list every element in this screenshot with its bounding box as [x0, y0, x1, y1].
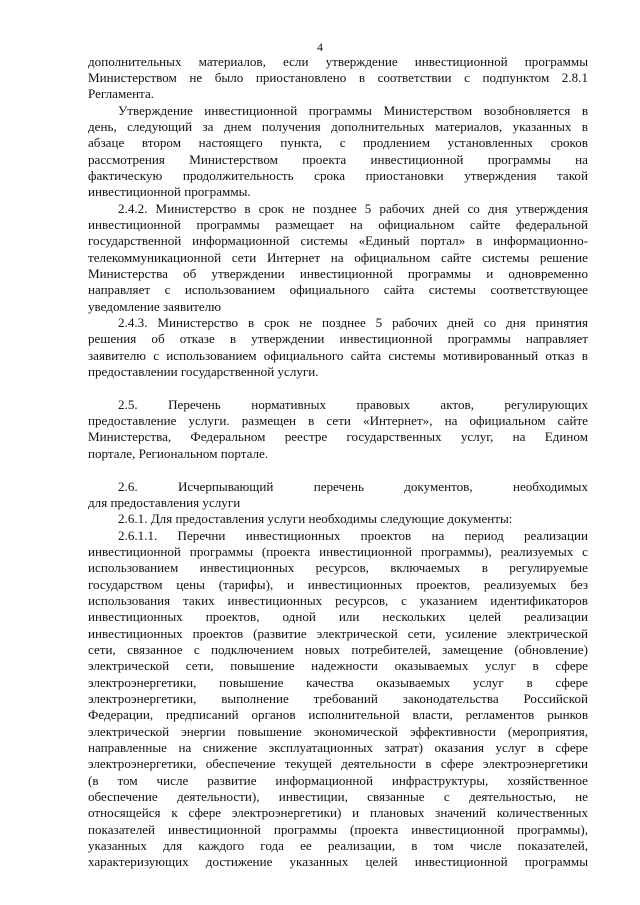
- text-line: 2.4.3. Министерство в срок не позднее 5 рабочих дней со дня принятия: [118, 315, 588, 330]
- text-line: Утверждение инвестиционной программы Министерством возобновляется в: [118, 103, 588, 118]
- text-line: 2.4.2. Министерство в срок не позднее 5 рабочих дней со дня утверждения: [118, 201, 588, 216]
- text-line: портале, Региональном портале.: [88, 446, 269, 461]
- text-line: инвестиционной программы.: [88, 184, 251, 199]
- text-line: для предоставления услуги: [88, 495, 241, 510]
- text-line: использованием инвестиционных ресурсов, включаемых в регулируемые: [88, 560, 588, 575]
- page-number: 4: [317, 40, 323, 54]
- text-line: показателей инвестиционной программы (проекта инвестиционной программы),: [88, 822, 588, 837]
- text-line: 2.6. Исчерпывающий перечень документов, необходимых: [118, 479, 588, 494]
- text-line: сети, связанное с подключением новых потребителей, замещение (обновление): [88, 642, 588, 657]
- text-line: электрической сети, повышение надежности оказываемых услуг в сфере: [88, 658, 588, 673]
- text-line: электроэнергетики, обеспечение текущей деятельности в сфере электроэнергетики: [88, 756, 588, 771]
- text-line: Министерства, Федеральном реестре государственных услуг, на Едином: [88, 429, 588, 444]
- text-line: обеспечение деятельности), инвестиции, связанные с деятельностью, не: [88, 789, 588, 804]
- text-line: электрической энергии повышение экономической эффективности (мероприятия,: [88, 724, 588, 739]
- text-line: инвестиционной программы размещает на официальном сайте федеральной: [88, 217, 588, 232]
- text-line: абзаце втором настоящего пункта, с продлением установленных сроков: [88, 135, 588, 150]
- text-line: инвестиционных проектов, одной или нескольких целей реализации: [88, 609, 588, 624]
- text-line: заявителю с использованием официального сайта системы мотивированный отказ в: [88, 348, 588, 363]
- text-line: указанных для каждого года ее реализации, в том числе показателей,: [88, 838, 588, 853]
- text-line: инвестиционных проектов (развитие электрической сети, усиление электрической: [88, 626, 588, 641]
- text-line: направляет с использованием официального сайта системы соответствующее: [88, 282, 588, 297]
- text-line: государственной информационной системы «Единый портал» в информационно-: [88, 233, 588, 248]
- text-line: электроэнергетики, выполнение требований законодательства Российской: [88, 691, 588, 706]
- text-line: день, следующий за днем получения дополнительных материалов, указанных в: [88, 119, 588, 134]
- text-line: Министерством не было приостановлено в соответствии с подпунктом 2.8.1: [88, 70, 588, 85]
- text-line: решения об отказе в утверждении инвестиционной программы направляет: [88, 331, 588, 346]
- text-line: относящейся к сфере электроэнергетики) и плановых значений количественных: [88, 805, 588, 820]
- text-line: рассмотрения Министерством проекта инвестиционной программы на: [88, 152, 588, 167]
- text-line: 2.5. Перечень нормативных правовых актов, регулирующих: [118, 397, 588, 412]
- text-line: фактическую продолжительность срока приостановки утверждения такой: [88, 168, 588, 183]
- text-line: направленные на снижение эксплуатационных затрат) оказания услуг в сфере: [88, 740, 588, 755]
- text-line: государством цены (тарифы), и инвестиционных проектов, реализуемых без: [88, 577, 588, 592]
- text-line: 2.6.1. Для предоставления услуги необходимы следующие документы:: [118, 511, 513, 526]
- text-line: Регламента.: [88, 86, 155, 101]
- text-line: (в том числе развитие информационной инфраструктуры, хозяйственное: [88, 773, 588, 788]
- text-line: предоставлении государственной услуги.: [88, 364, 319, 379]
- text-line: телекоммуникационной сети Интернет на официальном сайте системы решение: [88, 250, 588, 265]
- text-line: дополнительных материалов, если утверждение инвестиционной программы: [88, 54, 588, 69]
- text-line: уведомление заявителю: [88, 299, 222, 314]
- text-line: Министерства об утверждении инвестиционной программы и одновременно: [88, 266, 588, 281]
- text-line: 2.6.1.1. Перечни инвестиционных проектов на период реализации: [118, 528, 588, 543]
- text-line: характеризующих достижение указанных целей инвестиционной программы: [88, 854, 588, 869]
- text-line: инвестиционной программы (проекта инвестиционной программы), реализуемых с: [88, 544, 588, 559]
- text-line: предоставление услуги. размещен в сети «Интернет», на официальном сайте: [88, 413, 588, 428]
- text-line: использования таких инвестиционных ресурсов, с указанием идентификаторов: [88, 593, 588, 608]
- text-line: электроэнергетики, повышение качества оказываемых услуг в сфере: [88, 675, 588, 690]
- text-line: Федерации, предписаний органов исполнительной власти, регламентов рынков: [88, 707, 588, 722]
